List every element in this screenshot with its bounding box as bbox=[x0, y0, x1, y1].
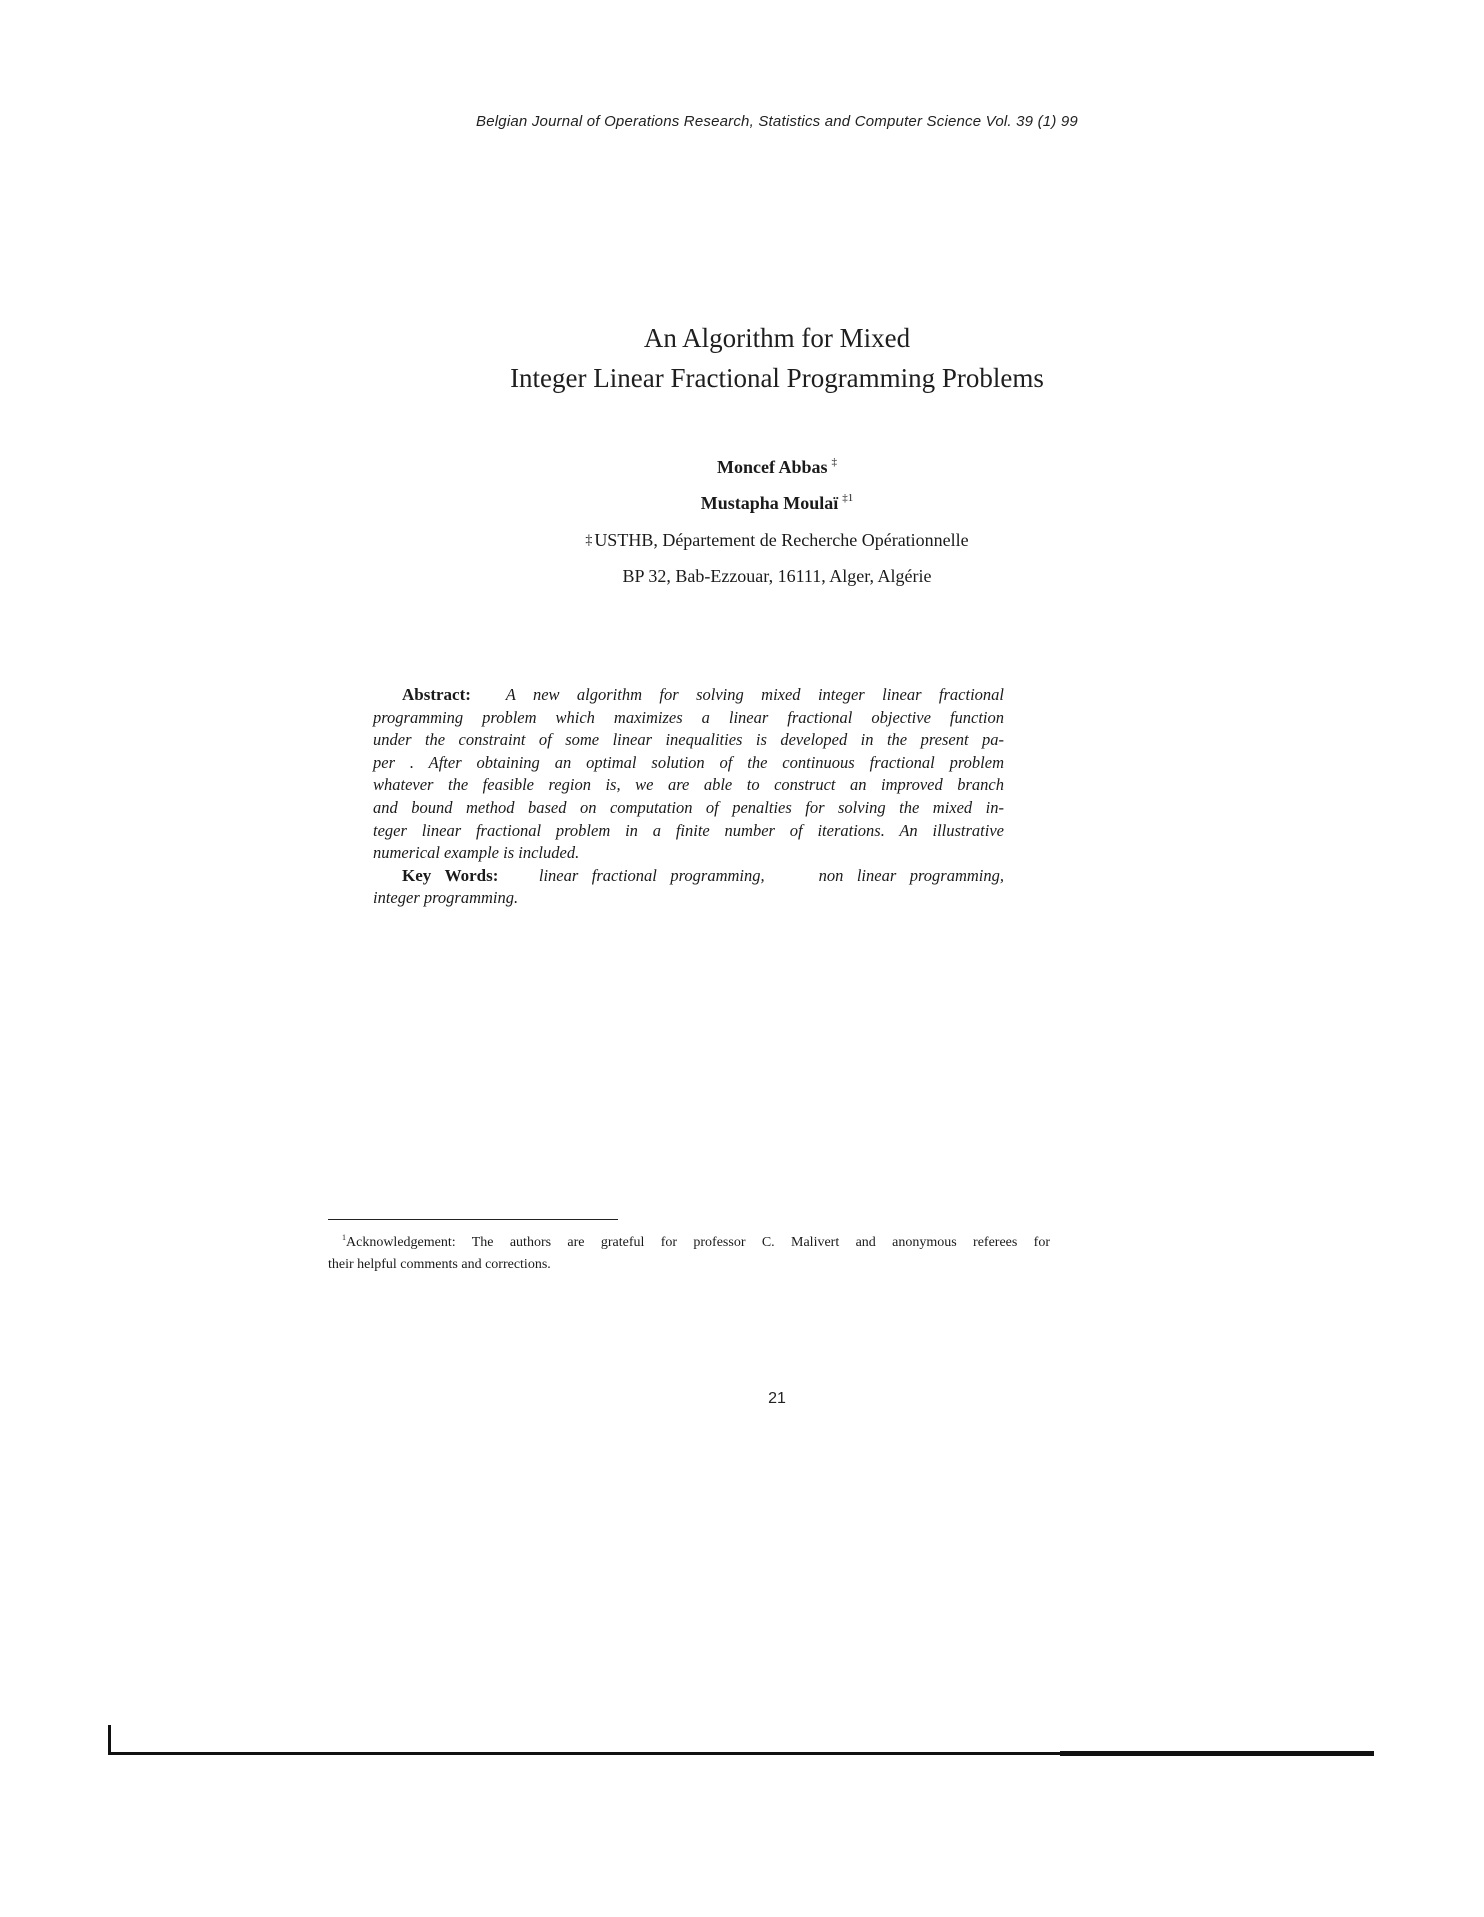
affiliation-text: USTHB, Département de Recherche Opérationnelle bbox=[594, 530, 969, 550]
abstract-line: numerical example is included. bbox=[373, 843, 580, 863]
keywords-line bbox=[373, 865, 1004, 888]
abstract-label: Abstract: bbox=[402, 685, 471, 704]
footnote-mark: 1 bbox=[342, 1233, 346, 1242]
abstract-line bbox=[373, 684, 1004, 707]
abstract-line: whatever the feasible region is, we are able to construct an improved branch bbox=[373, 775, 1004, 795]
footnote-text: Acknowledgement: The authors are grateful for professor C. Malivert and anonymous referees for bbox=[346, 1235, 1050, 1250]
scan-edge-corner bbox=[108, 1725, 111, 1754]
abstract-text: A new algorithm for solving mixed integer linear fractional bbox=[505, 685, 1005, 704]
author-name: Mustapha Moulaï bbox=[700, 493, 839, 513]
footnote-line bbox=[328, 1227, 1050, 1254]
footnote-rule bbox=[328, 1219, 618, 1220]
affiliation-line-2: BP 32, Bab-Ezzouar, 16111, Alger, Algérie bbox=[622, 566, 932, 586]
abstract-line: under the constraint of some linear inequalities is developed in the present pa- bbox=[373, 730, 1004, 750]
scan-edge-thick bbox=[1060, 1751, 1374, 1756]
paper-title bbox=[0, 318, 1484, 398]
abstract-line: teger linear fractional problem in a finite number of iterations. An illustrative bbox=[373, 820, 1004, 840]
page-number: 21 bbox=[768, 1390, 786, 1407]
running-head: Belgian Journal of Operations Research, Statistics and Computer Science Vol. 39 (1) 99 bbox=[476, 113, 1078, 130]
abstract-line: and bound method based on computation of penalties for solving the mixed in- bbox=[373, 797, 1004, 817]
affiliation-line-1 bbox=[0, 530, 1484, 551]
abstract bbox=[373, 684, 1004, 910]
keywords-text: linear fractional programming, non linear programming, bbox=[538, 865, 1004, 885]
affiliation-mark: ‡ bbox=[585, 533, 593, 548]
footnote bbox=[328, 1227, 1050, 1276]
author-mark: ‡1 bbox=[842, 492, 854, 504]
keywords-label: Key Words: bbox=[402, 865, 499, 885]
title-line-2: Integer Linear Fractional Programming Problems bbox=[510, 363, 1044, 393]
title-line-1: An Algorithm for Mixed bbox=[643, 323, 911, 353]
footnote-line: their helpful comments and corrections. bbox=[328, 1257, 551, 1272]
keywords-line: integer programming. bbox=[373, 888, 519, 908]
author-mark: ‡ bbox=[831, 456, 837, 468]
abstract-line: per . After obtaining an optimal solution of the continuous fractional problem bbox=[373, 752, 1004, 772]
author-name: Moncef Abbas bbox=[716, 457, 828, 477]
abstract-line: programming problem which maximizes a linear fractional objective function bbox=[373, 707, 1004, 727]
author-1 bbox=[0, 456, 1484, 478]
author-2 bbox=[0, 492, 1484, 514]
